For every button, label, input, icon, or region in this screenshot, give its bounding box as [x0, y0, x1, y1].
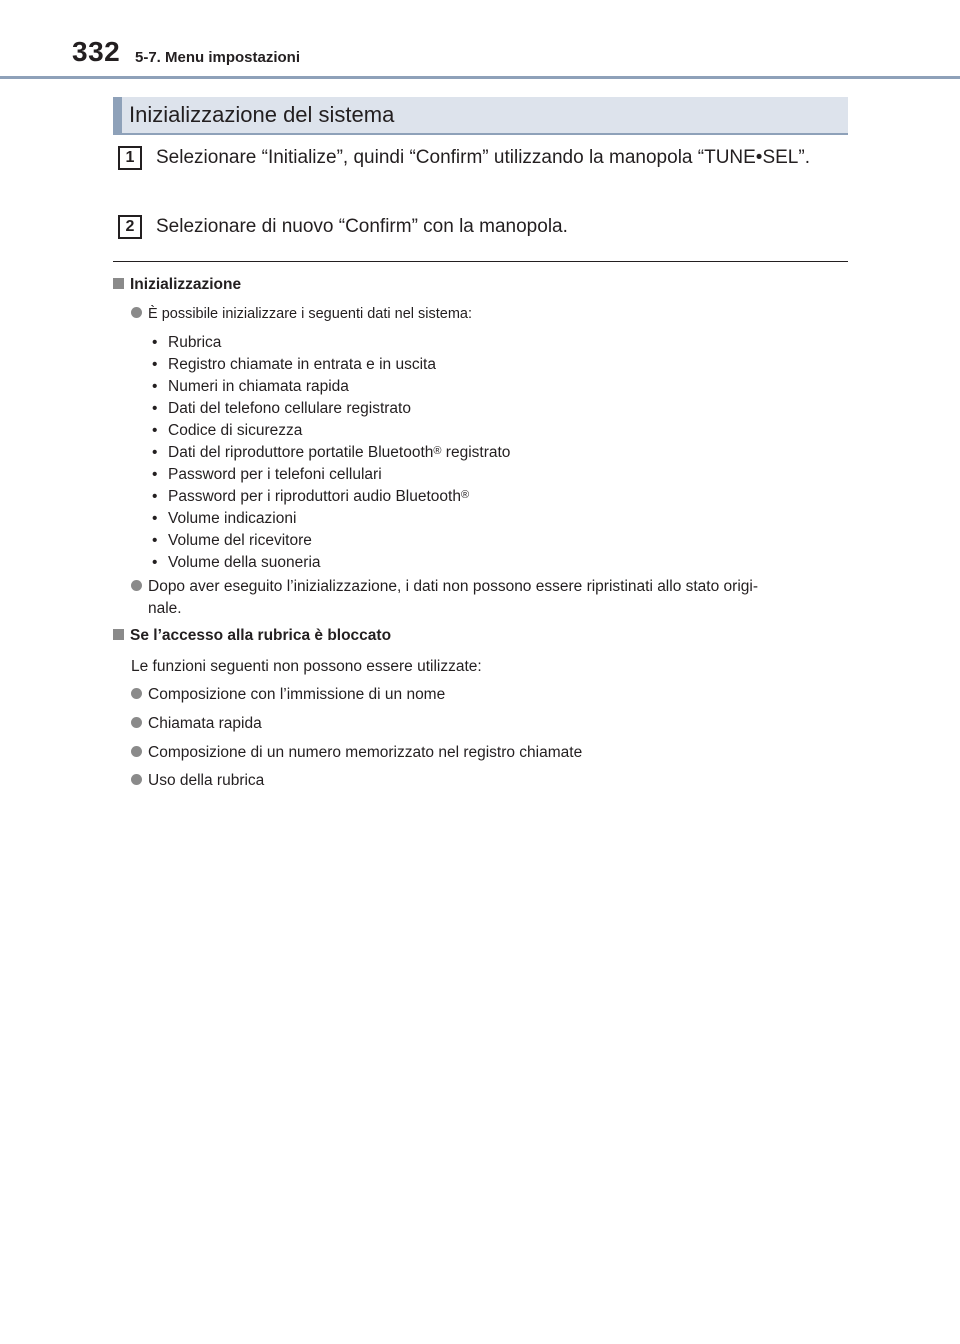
bullet-item: Chiamata rapida [131, 713, 851, 735]
list-item: • Dati del riproduttore portatile Bluetooth® registrato [152, 444, 511, 461]
list-item: • Numeri in chiamata rapida [152, 378, 349, 395]
section-reference: 5-7. Menu impostazioni [135, 49, 301, 66]
list-item: • Password per i riproduttori audio Bluetooth® [152, 488, 470, 505]
circle-bullet-icon [131, 307, 142, 318]
step-1-text: Selezionare “Initialize”, quindi “Confirm” utilizzando la manopola “TUNE•SEL”. [156, 147, 810, 168]
lock-intro: Le funzioni seguenti non possono essere utilizzate: [131, 658, 482, 675]
bullet-text: È possibile inizializzare i seguenti dati nel sistema: [148, 306, 472, 322]
square-bullet-icon [113, 278, 124, 289]
circle-bullet-icon [131, 688, 142, 699]
steps-divider [113, 261, 848, 262]
header-rule [0, 76, 960, 79]
section-title: Inizializzazione del sistema [129, 102, 395, 127]
init-data-list [152, 332, 510, 574]
registered-mark: ® [460, 489, 470, 501]
circle-bullet-icon [131, 774, 142, 785]
list-item: • Password per i telefoni cellulari [152, 466, 382, 483]
list-item: • Volume indicazioni [152, 510, 297, 527]
registered-mark: ® [433, 445, 442, 457]
list-item: • Registro chiamate in entrata e in uscita [152, 356, 436, 373]
title-accent [113, 97, 122, 133]
bullet-item: Composizione di un numero memorizzato nel registro chiamate [131, 742, 851, 764]
heading-text: Inizializzazione [130, 276, 242, 293]
square-bullet-icon [113, 629, 124, 640]
bullet-note [131, 576, 851, 598]
list-item: • Volume della suoneria [152, 554, 321, 571]
heading-text: Se l’accesso alla rubrica è bloccato [130, 627, 392, 644]
circle-bullet-icon [131, 717, 142, 728]
page-number: 332 [72, 36, 121, 67]
heading-rubrica-bloccata [113, 627, 391, 645]
heading-inizializzazione [113, 276, 241, 294]
list-item: • Volume del ricevitore [152, 532, 312, 549]
section-title-bar [113, 97, 848, 135]
bullet-item: Composizione con l’immissione di un nome [131, 684, 851, 706]
list-item: • Dati del telefono cellulare registrato [152, 400, 411, 417]
step-2-text: Selezionare di nuovo “Confirm” con la manopola. [156, 216, 568, 237]
note-continuation: nale. [148, 600, 182, 617]
page-header [0, 0, 960, 80]
circle-bullet-icon [131, 580, 142, 591]
list-item: • Codice di sicurezza [152, 422, 303, 439]
note-text: Dopo aver eseguito l’inizializzazione, i dati non possono essere ripristinati allo stato origi- [148, 578, 758, 595]
step-number-2: 2 [118, 215, 142, 239]
list-item: • Rubrica [152, 334, 222, 351]
circle-bullet-icon [131, 746, 142, 757]
bullet-item: Uso della rubrica [131, 770, 851, 792]
bullet-intro [131, 303, 851, 325]
step-number-1: 1 [118, 146, 142, 170]
